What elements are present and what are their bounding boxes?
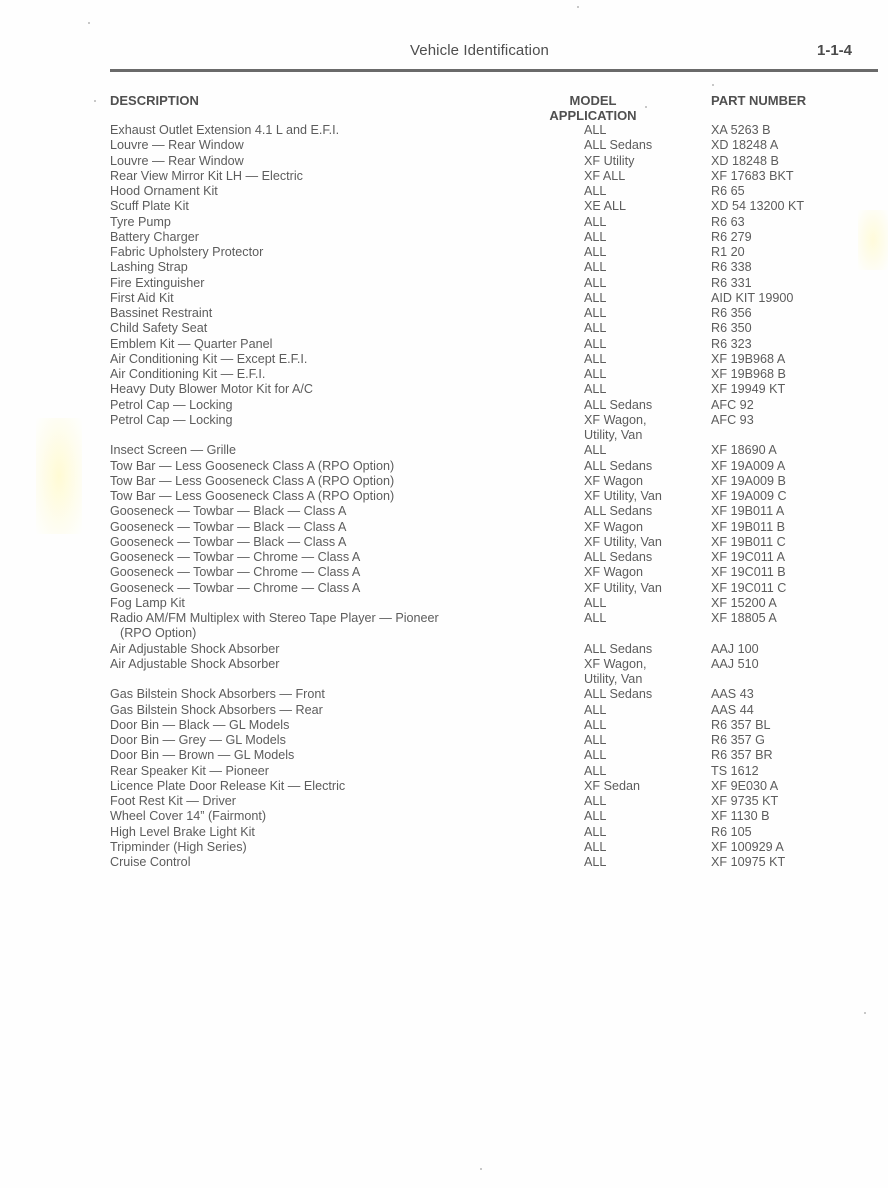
description-cell [110, 367, 265, 382]
description-cell [110, 520, 346, 535]
model-application-cell [584, 520, 643, 535]
table-row [0, 321, 888, 336]
model-application-cell [584, 260, 606, 275]
model-text: ALL [584, 123, 607, 137]
table-row [0, 840, 888, 855]
model-text: ALL [584, 306, 607, 320]
model-application-cell [584, 809, 606, 824]
part-number-cell: R6 357 BR [711, 748, 773, 763]
description-cell [110, 352, 307, 367]
description-text: Wheel Cover 14” (Fairmont) [110, 809, 267, 824]
part-number-cell: XD 18248 A [711, 138, 779, 153]
part-number-cell: XF 19B968 A [711, 351, 786, 366]
description-text: Battery Charger [110, 229, 199, 244]
model-text: ALL Sedans [584, 687, 653, 702]
description-text: Tow Bar — Less Gooseneck Class A (RPO Option) [110, 489, 395, 503]
model-application-cell [584, 596, 606, 611]
description-cell [110, 459, 394, 474]
description-cell [110, 809, 266, 824]
description-cell [110, 596, 185, 611]
model-application-cell [584, 657, 647, 688]
table-row [0, 825, 888, 840]
description-cell [110, 611, 439, 642]
table-row [0, 199, 888, 214]
description-cell [110, 337, 272, 352]
description-cell [110, 169, 303, 184]
part-number-cell: XF 1130 B [711, 809, 770, 824]
description-text: Gooseneck — Towbar — Chrome — Class A [110, 565, 361, 580]
model-text: XF Wagon [584, 519, 644, 534]
model-text: ALL [584, 367, 607, 381]
description-text: High Level Brake Light Kit [110, 824, 255, 839]
model-text: ALL [584, 763, 607, 778]
description-cell [110, 215, 171, 230]
description-cell [110, 855, 191, 870]
model-text: ALL Sedans [584, 138, 653, 153]
table-row [0, 215, 888, 230]
table-row [0, 764, 888, 779]
table-row [0, 184, 888, 199]
part-number-cell: XF 19A009 B [711, 473, 786, 488]
description-text: Door Bin — Black — GL Models [110, 717, 290, 732]
part-number-cell: AFC 92 [711, 397, 754, 412]
table-row [0, 443, 888, 458]
table-row [0, 260, 888, 275]
description-cell [110, 733, 286, 748]
model-application-cell [584, 855, 606, 870]
part-number-cell: XF 18805 A [711, 611, 777, 625]
description-cell [110, 291, 174, 306]
model-application-cell [584, 382, 606, 397]
scan-speck [88, 22, 90, 24]
model-text: ALL [584, 275, 607, 290]
model-application-cell [584, 337, 606, 352]
table-row [0, 779, 888, 794]
column-header-description: DESCRIPTION [110, 93, 199, 108]
part-number-cell: XF 19B011 A [711, 504, 785, 519]
description-cell [110, 565, 360, 580]
table-row [0, 154, 888, 169]
table-row [0, 474, 888, 489]
part-number-cell: XF 18690 A [711, 443, 777, 458]
description-cell [110, 703, 323, 718]
model-application-cell [584, 123, 606, 138]
description-cell [110, 825, 255, 840]
description-text: Gooseneck — Towbar — Chrome — Class A [110, 580, 361, 595]
model-text: ALL Sedans [584, 458, 653, 473]
header-rule [110, 69, 878, 72]
model-text: XF ALL [584, 168, 626, 183]
model-application-cell [584, 291, 606, 306]
model-text: ALL [584, 290, 607, 305]
part-number-cell: XF 9735 KT [711, 794, 779, 808]
description-cell [110, 245, 263, 260]
table-row [0, 687, 888, 702]
description-text: Scuff Plate Kit [110, 199, 189, 214]
table-row [0, 703, 888, 718]
model-text: ALL [584, 229, 607, 244]
table-row [0, 352, 888, 367]
part-number-cell: R6 350 [711, 321, 752, 336]
description-cell [110, 794, 236, 809]
scan-speck [645, 106, 647, 108]
model-text: ALL [584, 702, 607, 717]
table-row [0, 123, 888, 138]
model-application-cell [584, 169, 625, 184]
description-text: Fabric Upholstery Protector [110, 245, 264, 259]
description-text: Exhaust Outlet Extension 4.1 L and E.F.I. [110, 123, 340, 137]
model-text: XF Wagon [584, 473, 644, 488]
model-text: ALL Sedans [584, 550, 653, 564]
description-cell [110, 550, 360, 565]
table-row [0, 230, 888, 245]
part-number-cell: AID KIT 19900 [711, 290, 794, 305]
model-text: ALL [584, 824, 607, 839]
table-row [0, 718, 888, 733]
part-number-cell: AAJ 510 [711, 656, 759, 671]
part-number-cell: XF 19949 KT [711, 382, 786, 397]
part-number-cell: R6 357 BL [711, 717, 771, 732]
model-application-cell [584, 581, 662, 596]
table-row [0, 794, 888, 809]
description-text: Rear Speaker Kit — Pioneer [110, 763, 269, 778]
part-number-cell: AAS 43 [711, 687, 754, 702]
description-text: Foot Rest Kit — Driver [110, 794, 236, 808]
part-number-cell: AAS 44 [711, 702, 754, 717]
description-cell [110, 321, 207, 336]
description-cell [110, 718, 289, 733]
model-text: ALL [584, 855, 607, 869]
table-row [0, 306, 888, 321]
description-cell [110, 687, 325, 702]
model-text: ALL [584, 794, 607, 808]
description-cell [110, 779, 345, 794]
model-application-cell [584, 840, 606, 855]
table-row [0, 581, 888, 596]
table-row [0, 642, 888, 657]
part-number-cell: XF 9E030 A [711, 778, 779, 793]
model-application-cell [584, 504, 652, 519]
table-row [0, 748, 888, 763]
part-number-cell: R6 63 [711, 214, 745, 229]
table-row [0, 550, 888, 565]
part-number-cell: XF 19B011 B [711, 519, 785, 534]
model-text: ALL [584, 336, 607, 351]
model-application-cell [584, 276, 606, 291]
table-row [0, 596, 888, 611]
part-number-cell: XF 100929 A [711, 839, 784, 854]
description-text: Petrol Cap — Locking [110, 397, 233, 412]
model-application-cell [584, 306, 606, 321]
scan-speck [864, 1012, 866, 1014]
model-text: ALL Sedans [584, 504, 653, 519]
description-text: Emblem Kit — Quarter Panel [110, 336, 273, 351]
model-application-cell [584, 703, 606, 718]
model-application-cell [584, 550, 652, 565]
description-text: Gas Bilstein Shock Absorbers — Front [110, 687, 325, 702]
model-application-cell [584, 230, 606, 245]
part-number-cell: R6 323 [711, 336, 752, 351]
model-text: ALL [584, 717, 607, 732]
scan-speck [94, 100, 96, 102]
column-header-model-line2: APPLICATION [549, 108, 637, 123]
description-text: Fog Lamp Kit [110, 595, 185, 610]
table-row [0, 504, 888, 519]
model-text: ALL [584, 611, 607, 625]
table-row [0, 169, 888, 184]
description-text: Rear View Mirror Kit LH — Electric [110, 168, 303, 183]
scan-speck [480, 1168, 482, 1170]
column-header-model-application [546, 93, 640, 123]
description-cell [110, 154, 244, 169]
model-text: XF Wagon [584, 565, 644, 580]
part-number-cell: XF 19A009 A [711, 458, 786, 473]
part-number-cell: XD 54 13200 KT [711, 199, 805, 214]
description-cell [110, 199, 189, 214]
description-text: Louvre — Rear Window [110, 153, 244, 168]
column-header-model-line1: MODEL [569, 93, 617, 108]
description-cell [110, 123, 339, 138]
model-application-cell [584, 474, 643, 489]
model-text: ALL [584, 184, 607, 198]
description-cell [110, 382, 313, 397]
part-number-cell: XF 10975 KT [711, 855, 786, 869]
column-header-part-number: PART NUMBER [711, 93, 807, 108]
description-text-line2: (RPO Option) [120, 626, 197, 641]
part-number-cell: XF 19C011 A [711, 550, 785, 564]
part-number-cell: XF 19C011 C [711, 580, 787, 595]
model-application-cell [584, 825, 606, 840]
model-text-line2: Utility, Van [584, 428, 643, 442]
table-row [0, 459, 888, 474]
description-text: Tow Bar — Less Gooseneck Class A (RPO Option) [110, 473, 395, 488]
part-number-cell: XA 5263 B [711, 123, 771, 137]
description-cell [110, 642, 279, 657]
model-application-cell [584, 489, 662, 504]
part-number-cell: XF 19B011 C [711, 534, 786, 549]
model-text: ALL [584, 351, 607, 366]
description-cell [110, 413, 233, 428]
description-cell [110, 276, 205, 291]
description-text: Petrol Cap — Locking [110, 412, 233, 427]
description-text: Child Safety Seat [110, 321, 208, 336]
part-number-cell: R6 279 [711, 229, 752, 244]
table-row [0, 809, 888, 824]
part-number-cell: AFC 93 [711, 412, 754, 427]
table-row [0, 413, 888, 444]
description-text: Air Adjustable Shock Absorber [110, 641, 280, 656]
model-application-cell [584, 184, 606, 199]
description-text: Gooseneck — Towbar — Black — Class A [110, 534, 347, 549]
model-application-cell [584, 413, 647, 444]
part-number-cell: R6 357 G [711, 733, 765, 747]
model-application-cell [584, 367, 606, 382]
description-text: Bassinet Restraint [110, 306, 213, 320]
description-text: Gooseneck — Towbar — Chrome — Class A [110, 550, 361, 564]
part-number-cell: R6 105 [711, 824, 752, 839]
description-text: Gooseneck — Towbar — Black — Class A [110, 519, 347, 534]
model-text: ALL Sedans [584, 641, 653, 656]
part-number-cell: R1 20 [711, 245, 745, 259]
model-application-cell [584, 199, 626, 214]
model-text: ALL [584, 214, 607, 229]
table-row [0, 611, 888, 642]
description-text: Heavy Duty Blower Motor Kit for A/C [110, 382, 313, 397]
part-number-cell: R6 338 [711, 260, 752, 275]
part-number-cell: XF 19A009 C [711, 489, 787, 503]
model-application-cell [584, 138, 652, 153]
description-text: Gas Bilstein Shock Absorbers — Rear [110, 702, 323, 717]
table-row [0, 245, 888, 260]
model-text: XF Wagon, [584, 412, 647, 427]
part-number-cell: XF 17683 BKT [711, 168, 794, 183]
model-text: ALL [584, 748, 607, 763]
table-row [0, 138, 888, 153]
description-cell [110, 535, 346, 550]
model-application-cell [584, 565, 643, 580]
table-row [0, 382, 888, 397]
description-cell [110, 764, 269, 779]
description-cell [110, 840, 247, 855]
description-text: Tow Bar — Less Gooseneck Class A (RPO Option) [110, 458, 395, 473]
part-number-cell: XF 15200 A [711, 595, 777, 610]
part-number-cell: XF 19B968 B [711, 367, 786, 381]
description-text: Air Adjustable Shock Absorber [110, 656, 280, 671]
table-row [0, 855, 888, 870]
model-application-cell [584, 352, 606, 367]
description-cell [110, 474, 394, 489]
model-text: XF Utility, Van [584, 534, 662, 549]
part-number-cell: R6 331 [711, 275, 752, 290]
description-text: Air Conditioning Kit — Except E.F.I. [110, 351, 308, 366]
table-row [0, 367, 888, 382]
table-row [0, 535, 888, 550]
model-application-cell [584, 398, 652, 413]
model-text: ALL Sedans [584, 397, 653, 412]
description-cell [110, 230, 199, 245]
description-text: Cruise Control [110, 855, 191, 869]
model-text: ALL [584, 321, 607, 336]
model-application-cell [584, 748, 606, 763]
model-application-cell [584, 443, 606, 458]
description-cell [110, 138, 244, 153]
description-text: Air Conditioning Kit — E.F.I. [110, 367, 266, 381]
parts-table [0, 123, 888, 870]
model-application-cell [584, 215, 606, 230]
description-text: Fire Extinguisher [110, 275, 205, 290]
model-text: ALL [584, 733, 607, 747]
model-text-line2: Utility, Van [584, 672, 643, 686]
description-cell [110, 581, 360, 596]
table-row [0, 489, 888, 504]
description-text: Tripminder (High Series) [110, 839, 247, 854]
description-cell [110, 748, 294, 763]
description-text: Door Bin — Brown — GL Models [110, 748, 295, 763]
model-text: ALL [584, 382, 607, 397]
model-application-cell [584, 642, 652, 657]
description-cell [110, 489, 394, 504]
part-number-cell: XF 19C011 B [711, 565, 786, 580]
model-application-cell [584, 764, 606, 779]
model-application-cell [584, 321, 606, 336]
part-number-cell: XD 18248 B [711, 153, 779, 168]
description-text: Licence Plate Door Release Kit — Electric [110, 778, 346, 793]
page-title: Vehicle Identification [410, 42, 549, 59]
model-text: ALL [584, 595, 607, 610]
scan-speck [577, 6, 579, 8]
description-text: Louvre — Rear Window [110, 138, 244, 153]
description-cell [110, 504, 346, 519]
part-number-cell: R6 65 [711, 184, 745, 198]
model-text: ALL [584, 443, 607, 458]
model-text: ALL [584, 809, 607, 824]
table-row [0, 398, 888, 413]
model-application-cell [584, 687, 652, 702]
description-text: Insect Screen — Grille [110, 443, 236, 458]
table-row [0, 276, 888, 291]
description-text: Hood Ornament Kit [110, 184, 218, 198]
part-number-cell: TS 1612 [711, 763, 759, 778]
model-text: ALL [584, 245, 607, 259]
description-text: First Aid Kit [110, 290, 174, 305]
part-number-cell: AAJ 100 [711, 641, 759, 656]
model-text: ALL [584, 839, 607, 854]
model-application-cell [584, 779, 640, 794]
description-cell [110, 184, 218, 199]
table-row [0, 520, 888, 535]
table-row [0, 733, 888, 748]
model-application-cell [584, 154, 634, 169]
scan-speck [712, 84, 714, 86]
model-application-cell [584, 718, 606, 733]
table-row [0, 565, 888, 580]
model-application-cell [584, 535, 662, 550]
model-application-cell [584, 794, 606, 809]
part-number-cell: R6 356 [711, 306, 752, 320]
description-cell [110, 260, 188, 275]
model-text: XF Utility [584, 153, 635, 168]
model-text: ALL [584, 260, 607, 275]
model-text: XF Sedan [584, 778, 641, 793]
description-cell [110, 306, 212, 321]
description-text: Lashing Strap [110, 260, 188, 275]
model-application-cell [584, 459, 652, 474]
model-text: XF Utility, Van [584, 580, 662, 595]
description-text: Gooseneck — Towbar — Black — Class A [110, 504, 347, 519]
description-text: Tyre Pump [110, 214, 171, 229]
model-application-cell [584, 611, 606, 626]
description-cell [110, 398, 233, 413]
model-application-cell [584, 733, 606, 748]
model-text: XE ALL [584, 199, 627, 214]
description-cell [110, 657, 279, 672]
model-text: XF Utility, Van [584, 489, 662, 503]
model-text: XF Wagon, [584, 656, 647, 671]
description-cell [110, 443, 236, 458]
model-application-cell [584, 245, 606, 260]
table-row [0, 337, 888, 352]
description-text: Door Bin — Grey — GL Models [110, 733, 286, 747]
table-row [0, 657, 888, 688]
page-number: 1-1-4 [817, 42, 853, 59]
description-text: Radio AM/FM Multiplex with Stereo Tape Player — Pioneer [110, 611, 439, 625]
table-row [0, 291, 888, 306]
